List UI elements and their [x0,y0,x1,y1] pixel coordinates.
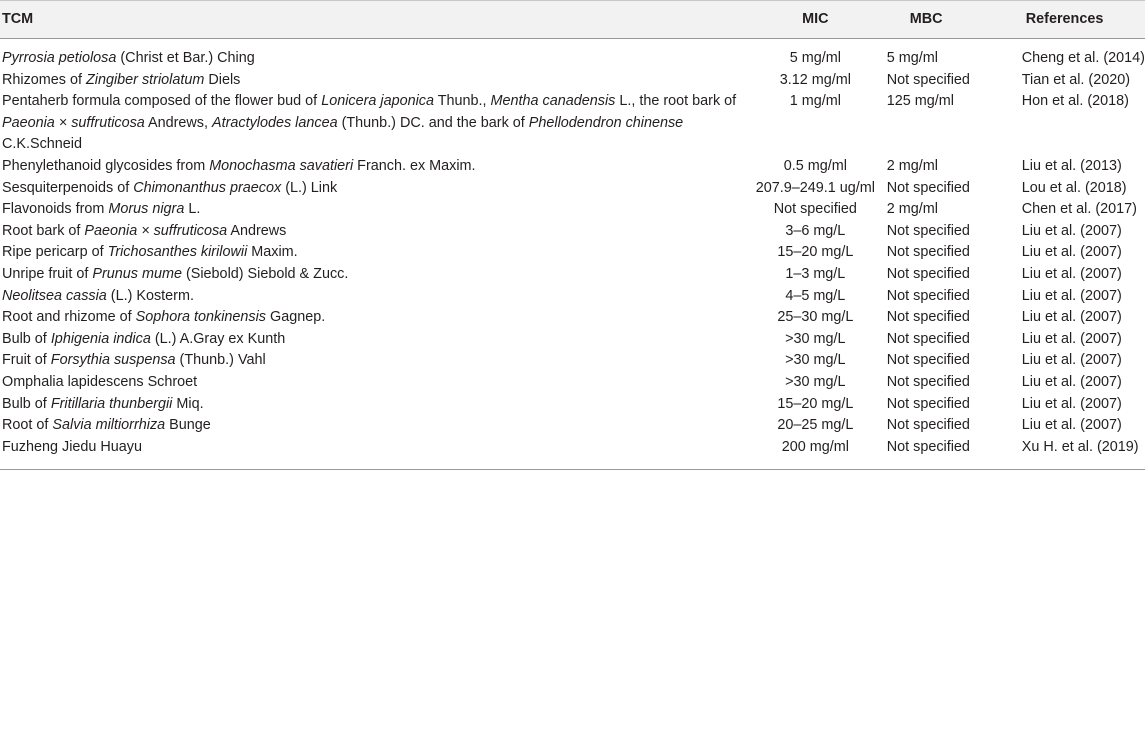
tcm-text: Flavonoids from [2,201,109,218]
cell-tcm [0,437,746,470]
cell-mbc: Not specified [886,309,970,326]
header-references: References [1022,1,1145,39]
table-header-row [0,1,1145,39]
cell-mic: 1 mg/ml [789,93,841,110]
cell-tcm [0,307,746,329]
table-row [0,178,1145,200]
tcm-italic-name: Paeonia × suffruticosa [2,114,145,131]
tcm-text: Omphalia lapidescens Schroet [2,373,198,390]
cell-mic: 0.5 mg/ml [783,157,847,174]
cell-mic: Not specified [773,201,857,218]
tcm-italic-name: Pyrrosia petiolosa [2,50,117,66]
cell-references: Liu et al. (2007) [1021,287,1122,304]
tcm-italic-name: Lonicera japonica [321,93,434,110]
tcm-text: Franch. ex Maxim. [353,157,476,174]
tcm-text: Sesquiterpenoids of [2,179,134,196]
tcm-text: Maxim. [247,244,298,261]
cell-references: Liu et al. (2007) [1021,244,1122,261]
cell-references: Chen et al. (2017) [1021,201,1137,218]
cell-references: Liu et al. (2007) [1021,373,1122,390]
cell-mbc: 5 mg/ml [886,50,938,66]
cell-tcm [0,39,746,70]
tcm-text: Miq. [172,395,204,412]
tcm-italic-name: Chimonanthus praecox [133,179,282,196]
cell-mbc: 2 mg/ml [886,201,938,218]
table-row [0,286,1145,308]
cell-mic: 5 mg/ml [789,50,841,66]
tcm-text: (Thunb.) Vahl [175,352,266,369]
cell-mic: >30 mg/L [785,373,846,390]
tcm-text: Diels [204,71,241,88]
cell-mbc: Not specified [886,287,970,304]
tcm-text: Thunb., [434,93,491,110]
tcm-text: Ripe pericarp of [2,244,108,261]
cell-mic: 3–6 mg/L [785,222,846,239]
cell-references: Lou et al. (2018) [1021,179,1127,196]
cell-tcm [0,372,746,394]
table-row [0,264,1145,286]
cell-tcm [0,350,746,372]
cell-mbc: Not specified [886,244,970,261]
cell-mbc: Not specified [886,417,970,434]
cell-tcm [0,178,746,200]
table-row [0,91,1145,156]
tcm-text: (Thunb.) DC. and the bark of [337,114,529,131]
tcm-text: Andrews [227,222,287,239]
cell-mbc: Not specified [886,330,970,347]
cell-tcm [0,264,746,286]
cell-references: Hon et al. (2018) [1021,93,1129,110]
tcm-italic-name: Atractylodes lancea [212,114,338,131]
cell-references: Liu et al. (2007) [1021,395,1122,412]
cell-mbc: Not specified [886,352,970,369]
table-row [0,350,1145,372]
table-row [0,70,1145,92]
tcm-italic-name: Sophora tonkinensis [135,309,266,326]
cell-tcm [0,70,746,92]
tcm-italic-name: Morus nigra [108,201,185,218]
tcm-text: L., the root bark of [615,93,737,110]
tcm-italic-name: Monochasma savatieri [209,157,354,174]
tcm-italic-name: Forsythia suspensa [50,352,176,369]
tcm-text: (L.) Link [281,179,338,196]
cell-references: Liu et al. (2007) [1021,330,1122,347]
cell-mbc: 125 mg/ml [886,93,954,110]
cell-mbc: Not specified [886,373,970,390]
cell-mic: 25–30 mg/L [777,309,854,326]
tcm-text: Unripe fruit of [2,265,93,282]
tcm-text: Fuzheng Jiedu Huayu [2,438,142,455]
table-row [0,242,1145,264]
table-row [0,156,1145,178]
tcm-text: Pentaherb formula composed of the flower bud of [2,93,322,110]
tcm-italic-name: Paeonia × suffruticosa [84,222,228,239]
tcm-italic-name: Mentha canadensis [490,93,616,110]
table-row [0,394,1145,416]
cell-references: Tian et al. (2020) [1021,71,1131,88]
tcm-text: Root and rhizome of [2,309,136,326]
tcm-text: Bunge [165,417,211,434]
cell-mic: 4–5 mg/L [785,287,846,304]
cell-mic: 207.9–249.1 ug/ml [755,179,875,196]
tcm-text: Root of [2,417,53,434]
cell-references: Liu et al. (2007) [1021,309,1122,326]
cell-references: Liu et al. (2007) [1021,352,1122,369]
header-mic: MIC [746,1,885,39]
tcm-text: Bulb of [2,330,51,347]
tcm-italic-name: Zingiber striolatum [85,71,205,88]
cell-mic: 3.12 mg/ml [779,71,851,88]
cell-references: Liu et al. (2007) [1021,222,1122,239]
cell-mic: 20–25 mg/L [777,417,854,434]
table-row [0,39,1145,70]
cell-mbc: Not specified [886,395,970,412]
cell-mbc: Not specified [886,222,970,239]
cell-tcm [0,221,746,243]
tcm-text: Phenylethanoid glycosides from [2,157,210,174]
table-row [0,329,1145,351]
tcm-text: Andrews, [144,114,212,131]
tcm-text: Fruit of [2,352,51,369]
cell-tcm [0,91,746,156]
cell-references: Liu et al. (2007) [1021,417,1122,434]
cell-mbc: 2 mg/ml [886,157,938,174]
tcm-text: Rhizomes of [2,71,86,88]
cell-tcm [0,242,746,264]
cell-tcm [0,286,746,308]
cell-mic: 15–20 mg/L [777,244,854,261]
table-row [0,307,1145,329]
cell-mic: 15–20 mg/L [777,395,854,412]
tcm-italic-name: Fritillaria thunbergii [50,395,173,412]
cell-mbc: Not specified [885,437,1022,470]
cell-tcm [0,329,746,351]
cell-mic: >30 mg/L [785,330,846,347]
cell-tcm [0,199,746,221]
cell-tcm [0,415,746,437]
table-row [0,437,1145,470]
cell-tcm [0,394,746,416]
tcm-text: (Christ et Bar.) Ching [116,50,255,66]
cell-references: Liu et al. (2013) [1021,157,1122,174]
tcm-italic-name: Salvia miltiorrhiza [52,417,166,434]
header-mbc: MBC [885,1,1022,39]
tcm-italic-name: Phellodendron chinense [528,114,684,131]
tcm-text: Root bark of [2,222,85,239]
header-tcm: TCM [0,1,746,39]
tcm-italic-name: Prunus mume [92,265,182,282]
table-body [0,39,1145,470]
tcm-text: (L.) A.Gray ex Kunth [150,330,286,347]
tcm-italic-name: Trichosanthes kirilowii [107,244,248,261]
tcm-text: (Siebold) Siebold & Zucc. [181,265,349,282]
table-row [0,415,1145,437]
table-row [0,199,1145,221]
table-row [0,221,1145,243]
cell-mbc: Not specified [886,265,970,282]
tcm-text: (L.) Kosterm. [106,287,194,304]
tcm-text: Bulb of [2,395,51,412]
cell-mic: 1–3 mg/L [785,265,846,282]
table-row [0,372,1145,394]
tcm-text: L. [184,201,201,218]
cell-references: Cheng et al. (2014) [1021,50,1145,66]
cell-mbc: Not specified [886,71,970,88]
tcm-text: C.K.Schneid [2,136,82,153]
tcm-text: Gagnep. [266,309,326,326]
tcm-italic-name: Neolitsea cassia [2,287,107,304]
cell-references: Xu H. et al. (2019) [1022,437,1145,470]
tcm-italic-name: Iphigenia indica [50,330,151,347]
cell-mic: 200 mg/ml [746,437,885,470]
cell-mbc: Not specified [886,179,970,196]
cell-tcm [0,156,746,178]
cell-mic: >30 mg/L [785,352,846,369]
cell-references: Liu et al. (2007) [1021,265,1122,282]
